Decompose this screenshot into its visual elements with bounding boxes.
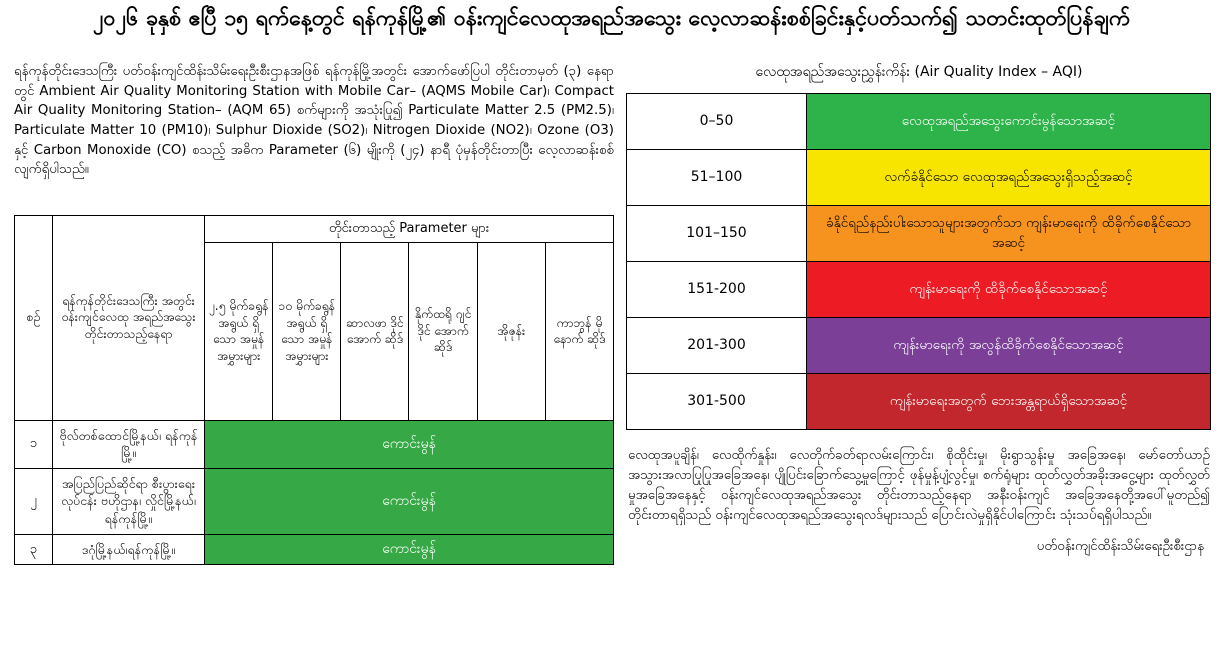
- table-row: [15, 420, 614, 468]
- table-row: [15, 468, 614, 534]
- aqi-range: 301-500: [627, 374, 807, 430]
- footer-paragraph: လေထုအပူချိန်၊ လေထိုက်နှုန်း၊ လေတိုက်ခတ်ရာလမ်းကြောင်း၊ စိုထိုင်းမှု၊ မိုးရွာသွန်းမှု အခြေအနေ၊ မော်တော်ယာဉ်အသွားအလာပြုပြုအခြေအနေ၊ ပျိုပြင်းခြောက်သွေ့မှုကြောင့် ဖုန်မှုန့်ပျံ့လွင့်မှု၊ စက်ရုံများ ထုတ်လွှတ်အခိုးအငွေ့များ ထုတ်လွှတ်မှုအခြေအနေနှင့် ဝန်းကျင်လေထုအရည်အသွေး တိုင်းတာသည့်နေရာ အနီးဝန်းကျင် အခြေအနေတို့အပေါ်မူတည်၍ တိုင်းတာရရှိသည် ဝန်းကျင်လေထုအရည်အသွေးရလဒ်များသည် ပြောင်းလဲမှုရှိနိုင်ပါကြောင်း သုံးသပ်ရရှိပါသည်။: [628, 448, 1210, 523]
- aqi-description: ကျန်းမာရေးကို အလွန်ထိခိုက်စေနိုင်သောအဆင့်: [807, 318, 1211, 374]
- aqi-row: [627, 374, 1211, 430]
- aqi-range: 51–100: [627, 150, 807, 206]
- row-location: အပြည်ပြည်ဆိုင်ရာ စီးပွားရေးလုပ်ငန်း ဗဟိုဌာန၊ လှိုင်မြို့နယ်၊ ရန်ကုန်မြို့။: [53, 468, 205, 534]
- header-location: ရန်ကုန်တိုင်းဒေသကြီး အတွင်း ဝန်းကျင်လေထု အရည်အသွေး တိုင်းတာသည့်နေရာ: [53, 216, 205, 421]
- header-so2: ဆာလဖာ ဒိုင် အောက် ဆိုဒ်: [341, 242, 409, 420]
- aqi-row: [627, 318, 1211, 374]
- row-status: ကောင်းမွန်: [205, 420, 614, 468]
- aqi-range: 0–50: [627, 94, 807, 150]
- table-header-group-row: [15, 216, 614, 243]
- aqi-row: [627, 94, 1211, 150]
- aqi-row: [627, 262, 1211, 318]
- header-co: ကာဘွန် မိုနောက် ဆိုဒ်: [545, 242, 613, 420]
- intro-paragraph: ရန်ကုန်တိုင်းဒေသကြီး ပတ်ဝန်းကျင်ထိန်းသိမ်းရေးဦးစီးဌာနအဖြစ် ရန်ကုန်မြို့အတွင်း အောက်ဖော်ပြပါ တိုင်းတာမှတ် (၃) နေရာတွင် Ambient Air Quality Monitoring Station with Mobile Car– (AQMS Mobile Car)၊ Compact Air Quality Monitoring Station– (AQM 65) စက်များကို အသုံးပြု၍ Particulate Matter 2.5 (PM2.5)၊ Particulate Matter 10 (PM10)၊ Sulphur Dioxide (SO2)၊ Nitrogen Dioxide (NO2)၊ Ozone (O3) နှင့် Carbon Monoxide (CO) စသည့် အဓိက Parameter (၆) မျိုးကို (၂၄) နာရီ ပုံမှန်တိုင်းတာပြီး လေ့လာဆန်းစစ်လျက်ရှိပါသည်။: [14, 64, 614, 178]
- aqi-description: ကျန်းမာရေးအတွက် ဘေးအန္တရာယ်ရှိသောအဆင့်: [807, 374, 1211, 430]
- aqi-caption: လေထုအရည်အသွေးညွှန်းကိန်း (Air Quality Index – AQI): [755, 64, 1083, 80]
- row-status: ကောင်းမွန်: [205, 534, 614, 565]
- intro-section: [14, 62, 614, 180]
- aqi-range: 101–150: [627, 206, 807, 262]
- row-location: ဗိုလ်တစ်ထောင်မြို့နယ်၊ ရန်ကုန်မြို့။: [53, 420, 205, 468]
- aqi-description: လက်ခံနိုင်သော လေထုအရည်အသွေးရှိသည့်အဆင့်: [807, 150, 1211, 206]
- aqi-range: 201-300: [627, 318, 807, 374]
- header-o3: အိုဇုန်း: [477, 242, 545, 420]
- row-number: ၁: [15, 420, 53, 468]
- row-number: ၃: [15, 534, 53, 565]
- signature: ပတ်ဝန်းကျင်ထိန်းသိမ်းရေးဦးစီးဌာန: [1036, 538, 1204, 554]
- row-number: ၂: [15, 468, 53, 534]
- header-pm10: ၁၀ မိုက်ခရွန် အရွယ် ရှိသော အမှုန် အမွှားများ: [273, 242, 341, 420]
- aqi-row: [627, 206, 1211, 262]
- header-parameters-group: တိုင်းတာသည့် Parameter များ: [205, 216, 614, 243]
- aqi-section: [624, 62, 1214, 557]
- page-title: ၂၀၂၆ ခုနှစ် ဧပြီ ၁၅ ရက်နေ့တွင် ရန်ကုန်မြို့၏ ဝန်းကျင်လေထုအရည်အသွေး လေ့လာဆန်းစစ်ခြင်းနှင့်ပတ်သက်၍ သတင်းထုတ်ပြန်ချက်: [93, 6, 1130, 31]
- row-location: ဒဂုံမြို့နယ်၊ရန်ကုန်မြို့။: [53, 534, 205, 565]
- monitoring-stations-table: [14, 215, 614, 565]
- table-row: [15, 534, 614, 565]
- row-status: ကောင်းမွန်: [205, 468, 614, 534]
- aqi-description: ခံနိုင်ရည်နည်းပါးသောသူများအတွက်သာ ကျန်းမာရေးကို ထိခိုက်စေနိုင်သောအဆင့်: [807, 206, 1211, 262]
- header-no: စဉ်: [15, 216, 53, 421]
- aqi-scale-table: [626, 93, 1211, 430]
- aqi-row: [627, 150, 1211, 206]
- aqi-range: 151-200: [627, 262, 807, 318]
- header-pm25: ၂.၅ မိုက်ခရွန် အရွယ် ရှိသော အမှုန် အမွှားများ: [205, 242, 273, 420]
- aqi-description: ကျန်းမာရေးကို ထိခိုက်စေနိုင်သောအဆင့်: [807, 262, 1211, 318]
- header-no2: နိုက်ထရို ဂျင် ဒိုင် အောက် ဆိုဒ်: [409, 242, 477, 420]
- aqi-description: လေထုအရည်အသွေးကောင်းမွန်သောအဆင့်: [807, 94, 1211, 150]
